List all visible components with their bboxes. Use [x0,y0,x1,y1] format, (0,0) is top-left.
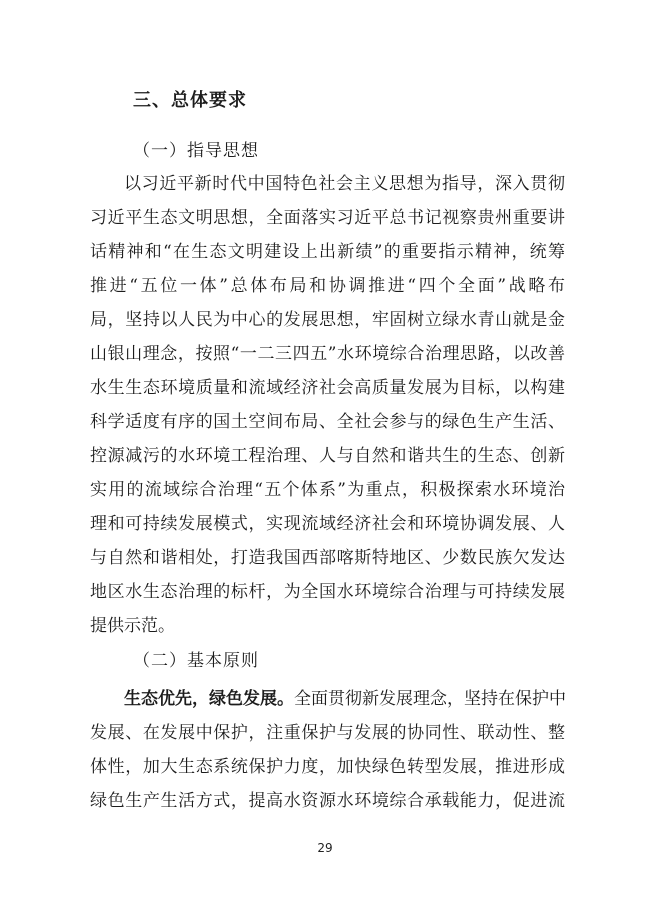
body-line: 与自然和谐相处，打造我国西部喀斯特地区、少数民族欠发达 [90,548,565,568]
body-line: 绿色生产生活方式，提高水资源水环境综合承载能力，促进流 [90,791,565,811]
body-line: 理和可持续发展模式，实现流域经济社会和环境协调发展、人 [90,514,565,534]
body-line-lead [90,682,565,716]
body-line: 习近平生态文明思想，全面落实习近平总书记视察贵州重要讲 [90,208,565,228]
body-line: 局，坚持以人民为中心的发展思想，牢固树立绿水青山就是金 [90,310,565,330]
page-number: 29 [317,841,333,855]
body-line: 提供示范。 [90,616,175,636]
section-2-paragraph [90,682,565,818]
body-line: 控源减污的水环境工程治理、人与自然和谐共生的生态、创新 [90,446,565,466]
body-line: 实用的流域综合治理“五个体系”为重点，积极探索水环境治 [90,480,565,500]
section-1-paragraph [90,167,565,643]
body-line: 推进“五位一体”总体布局和协调推进“四个全面”战略布 [90,276,565,296]
body-line: 科学适度有序的国土空间布局、全社会参与的绿色生产生活、 [90,412,565,432]
body-line: 水生生态环境质量和流域经济社会高质量发展为目标，以构建 [90,378,565,398]
body-line: 体性，加大生态系统保护力度，加快绿色转型发展，推进形成 [90,757,565,777]
section-2-title: （二）基本原则 [133,651,259,671]
lead-rest-text: 全面贯彻新发展理念，坚持在保护中 [294,689,566,709]
body-line: 地区水生态治理的标杆，为全国水环境综合治理与可持续发展 [90,582,565,602]
section-1-title: （一）指导思想 [133,141,259,161]
body-line: 发展、在发展中保护，注重保护与发展的协同性、联动性、整 [90,723,565,743]
chapter-heading: 三、总体要求 [133,90,247,111]
body-line: 话精神和“在生态文明建设上出新绩”的重要指示精神，统筹 [90,242,565,262]
body-line: 以习近平新时代中国特色社会主义思想为指导，深入贯彻 [124,174,565,194]
body-line: 山银山理念，按照“一二三四五”水环境综合治理思路，以改善 [90,344,565,364]
lead-bold-text: 生态优先，绿色发展。 [124,689,294,709]
